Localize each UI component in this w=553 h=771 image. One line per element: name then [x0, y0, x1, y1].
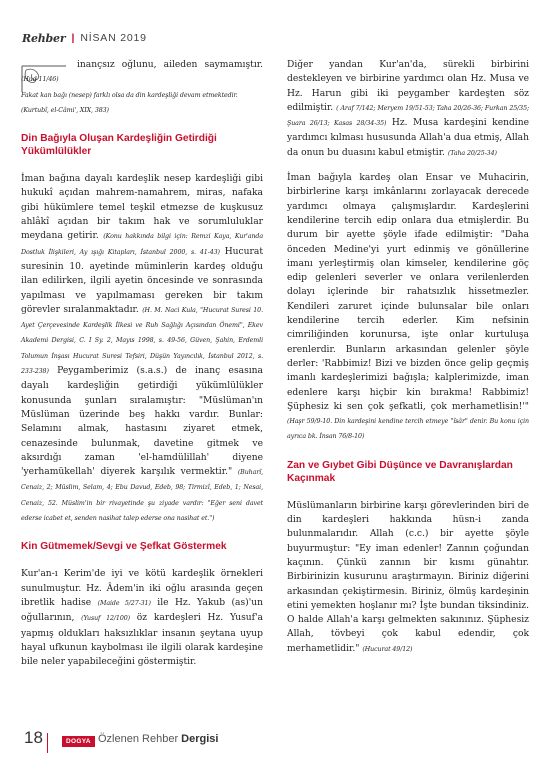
body-text: Peygamberimiz (s.a.s.) de inanç esasına dayalı kardeşliğin getirdiği yükümlülükler konusunda şunları sıralamıştır: "Müslüman'ın Müslüman üzerinde beş hakkı vardır. Bunlar: Selamını almak, hastasını ziyaret etmek, cenazesinde bulunmak, davetine gitmek ve aksırdığı zaman 'el-hamdülillah' diyene 'yerhamükellah' diyerek karşılık vermektir."	[21, 366, 263, 478]
footer-title	[98, 733, 218, 745]
header-separator: |	[71, 32, 75, 44]
body-text: inançsız oğlunu, aileden saymamıştır.	[77, 60, 263, 70]
citation: (Haşr 59/9-10. Din kardeşini kendine tercih etmeye "îsâr" denir. Bu konu için ayrıca bk. İnsan 76/8-10)	[287, 418, 529, 441]
paragraph	[21, 567, 263, 669]
section-heading: Din Bağıyla Oluşan Kardeşliğin Getirdiği Yükümlülükler	[21, 133, 217, 158]
paragraph	[287, 499, 529, 657]
body-text: Müslümanların birbirine karşı görevlerinden biri de din kardeşleri hakkında hüsn-i zanda bulunmalarıdır. Allah (c.c.) bir ayette şöyle buyurmuştur: "Ey iman edenler! Zannın çoğundan kaçının. Çünkü zannın bir kısmı günahtır. Birbirinizin kusurunu araştırmayın. Biriniz diğerini arkasından çekiştirmesin. Biriniz, ölmüş kardeşinin etini yemekten hoşlanır mı? İşte bundan tiksindiniz. O halde Allah'a karşı gelmekten sakınınız. Şüphesiz Allah, tövbeyi çok kabul edendir, çok merhametlidir."	[287, 500, 529, 654]
footer-title-bold: Dergisi	[181, 733, 219, 745]
section-heading: Kin Gütmemek/Sevgi ve Şefkat Göstermek	[21, 541, 227, 553]
issue-date: NİSAN 2019	[80, 32, 147, 44]
footer-title-main: Özlenen Rehber	[98, 733, 179, 745]
section-heading: Zan ve Gıybet Gibi Düşünce ve Davranışlardan Kaçınmak	[287, 459, 513, 484]
paragraph	[21, 58, 263, 118]
paragraph	[287, 171, 529, 445]
citation: (Buharî, Cenaiz, 2; Müslim, Selam, 4; Ebu Davud, Edeb, 98; Tirmizî, Edeb, 1; Nesai, Cenaiz, 52. Müslim'in bir rivayetinde şu ziyade vardır: "Eğer seni davet ederse icabet et, senden nasihat talep ederse ona nasihat et.")	[21, 469, 263, 523]
right-column	[287, 58, 529, 663]
citation: ( Araf 7/142; Meryem 19/51-53; Taha 20/26-36; Furkan 25/35; Şuara 26/13; Kasas 28/34-35)	[287, 104, 529, 128]
paragraph	[287, 58, 529, 161]
footer-divider	[47, 733, 48, 753]
citation: (Yusuf 12/100)	[81, 615, 130, 623]
body-text: Hz. Musa kardeşini kendine yardımcı kılması hususunda Allah'a dua etmiş, Allah da onun bu duasını kabul etmiştir.	[287, 118, 530, 158]
paragraph	[21, 172, 263, 526]
body-text: İman bağıyla kardeş olan Ensar ve Muhacirin, birbirlerine karşı imkânlarını zorlayacak derecede yardımcı olmaya çalışmışlardır. Kardeşlerini kendilerine tercih edip onlara dua etmişlerdir. Bu durum bir ayette şöyle ifade edilmiştir: "Daha önceden Medine'yi yurt edinmiş ve gönüllerine imanı yerleştirmiş olan kimseler, kendilerine göç edip gelenleri severler ve onlara verilenlerden dolayı içlerinde bir rahatsızlık hissetmezler. Kendileri zaruret içinde bulunsalar bile onları kendilerine tercih ederler. Kim nefsinin cimriliğinden korunursa, işte onlar kurtuluşa erenlerdir. Bunların arkasından gelenler şöyle derler: 'Rabbimiz! Bizi ve bizden önce gelip geçmiş imanlı kardeşlerimizi bağışla; kalplerimizde, iman edenlere karşı hiçbir kin bırakma! Rabbimiz! Şüphesiz ki sen çok şefkatli, çok merhametlisin!'"	[287, 173, 529, 412]
citation: (Hucurat 49/12)	[362, 645, 413, 653]
running-header	[22, 30, 147, 46]
body-text: öz kardeşleri Hz. Yusuf'a yapmış oldukları haksızlıklar insanın şeytana uyup hayal ufkunun kaybolması ile ilgili olarak kardeşine bile neler yapabileceğini göstermiştir.	[21, 613, 263, 668]
citation: (Kurtubî, el-Câmi', XIX, 383)	[21, 106, 109, 114]
body-text: Diğer yandan Kur'an'da, sürekli birbirini destekleyen ve birbirine yardımcı olan Hz. Musa ve Hz. Harun gibi iki peygamber kardeşten söz edilmiştir.	[287, 60, 529, 113]
citation: (Hud 11/46)	[21, 76, 59, 84]
citation: (H. M. Naci Kula, "Hucurat Suresi 10. Ayet Çerçevesinde Kardeşlik İlkesi ve Ruh Sağlığı Açısından Önemi", Ekev Akademi Dergisi, C. I Sy. 2, Mayıs 1998, s. 49-56, Güven, Şahin, Erdemli Tolumun İnşası Hucurat Suresi Tefsiri, Düşün Yayıncılık, İstanbul 2012, s. 233-238)	[21, 306, 263, 376]
left-column	[21, 58, 263, 675]
citation: (Taha 20/25-34)	[447, 149, 497, 157]
magazine-brand: Rehber	[22, 31, 66, 45]
citation: (Konu hakkında bilgi için: Remzi Kaya, Kur'anda Dostluk İlişkileri, Ay ışığı Kitapları, İstanbul 2000, s. 41-43)	[21, 233, 264, 256]
publisher-badge: DOGYA	[62, 736, 95, 747]
page-number: 18	[24, 728, 43, 747]
body-text: İman bağına dayalı kardeşlik nesep kardeşliği gibi hukukî açıdan mahrem-namahrem, miras, nafaka gibi hükümlere temel teşkil etmezse de kuşkusuz ahlâkî açıdan bir takım hak ve sorumluluklar meydana getirir.	[21, 174, 263, 242]
body-text: ile Hz. Yakub (as)'un oğullarının,	[21, 597, 264, 624]
body-text: Hucurat suresinin 10. ayetinde müminlerin kardeş olduğu ilan edilirken, ilgili ayetin öncesinde ve sonrasında yapılması ve yapılmaması gereken bir takım görevler sıralanmaktadır.	[21, 246, 263, 315]
body-text: Kur'an-ı Kerim'de iyi ve kötü kardeşlik örnekleri sunulmuştur. Hz. Âdem'in iki oğlu arasında geçen ibretlik hadise	[21, 569, 263, 608]
citation: (Maide 5/27-31)	[97, 599, 151, 607]
footnote-text: Fakat kan bağı (nesep) farklı olsa da din kardeşliği devam etmektedir.	[21, 91, 238, 99]
